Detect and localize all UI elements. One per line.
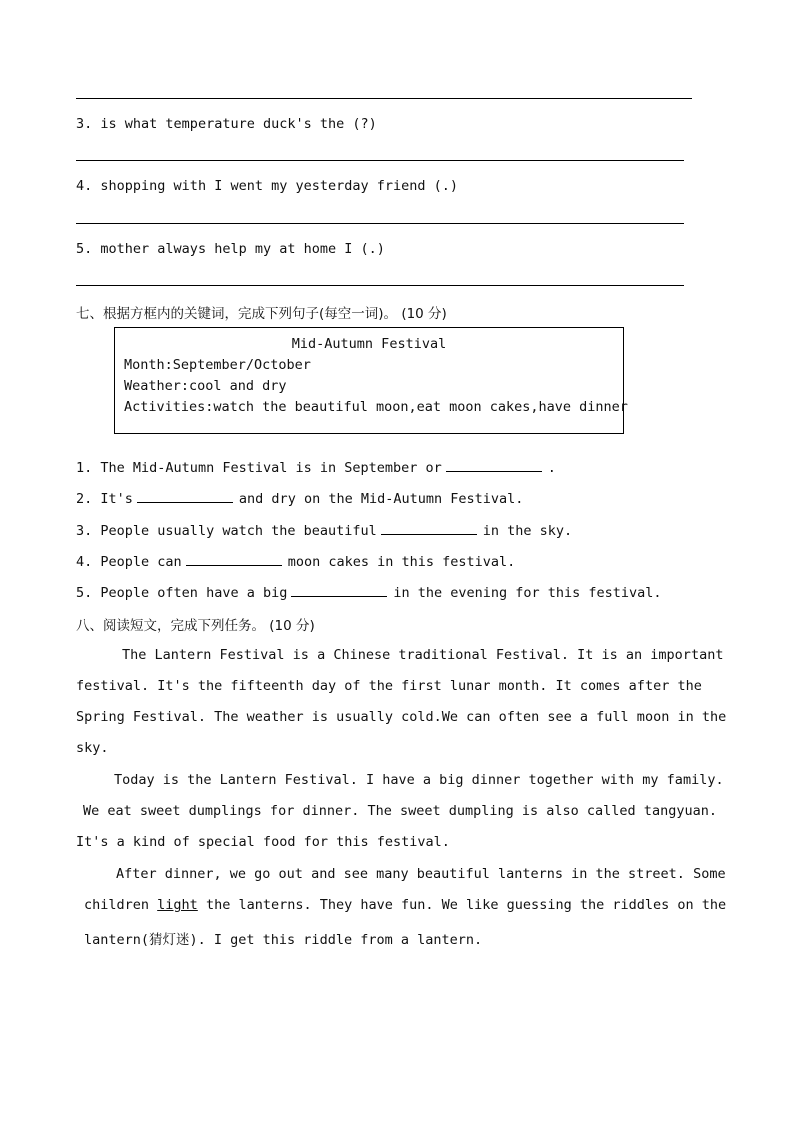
fill-item-2 xyxy=(76,490,523,507)
answer-line-4 xyxy=(76,223,684,224)
item-number: 2. xyxy=(76,491,93,507)
item-before: People often have a big xyxy=(100,585,288,601)
item-number: 5. xyxy=(76,585,93,601)
passage-p3-line1: After dinner, we go out and see many beautiful lanterns in the street. Some xyxy=(116,866,726,882)
p3-line2-before: children xyxy=(84,897,150,913)
item-number: 4. xyxy=(76,554,93,570)
answer-blank[interactable] xyxy=(381,522,477,535)
answer-line-5 xyxy=(76,285,684,286)
item-number: 3. xyxy=(76,523,93,539)
item-after: . xyxy=(547,460,556,476)
answer-blank[interactable] xyxy=(186,553,282,566)
keyword-box xyxy=(114,327,628,434)
item-before: It's xyxy=(100,491,133,507)
item-after: in the evening for this festival. xyxy=(393,585,662,601)
answer-line-3 xyxy=(76,160,684,161)
fill-item-1 xyxy=(76,459,556,476)
fill-item-3 xyxy=(76,522,572,539)
fill-item-5 xyxy=(76,584,662,601)
fill-item-4 xyxy=(76,553,515,570)
answer-blank[interactable] xyxy=(446,459,542,472)
item-number: 4. xyxy=(76,178,93,194)
passage-p2-line1: Today is the Lantern Festival. I have a big dinner together with my family. xyxy=(114,772,724,788)
reorder-item-4 xyxy=(76,178,458,194)
box-month: Month:September/October xyxy=(124,357,311,373)
passage-p2-line3: It's a kind of special food for this festival. xyxy=(76,834,450,850)
item-after: and dry on the Mid-Autumn Festival. xyxy=(238,491,524,507)
box-weather: Weather:cool and dry xyxy=(124,378,287,394)
section-8-heading: 八、阅读短文，完成下列任务。 (10 分) xyxy=(76,618,315,634)
item-after: moon cakes in this festival. xyxy=(287,554,516,570)
answer-blank[interactable] xyxy=(137,490,233,503)
passage-p3-line2 xyxy=(84,897,726,913)
underlined-word-light: light xyxy=(157,897,198,913)
passage-p1-line3: Spring Festival. The weather is usually cold.We can often see a full moon in the xyxy=(76,709,727,725)
box-title: Mid-Autumn Festival xyxy=(291,336,447,352)
reorder-item-3 xyxy=(76,116,377,132)
p3-line2-after: the lanterns. They have fun. We like guessing the riddles on the xyxy=(205,897,727,913)
item-text: is what temperature duck's the (?) xyxy=(100,116,377,132)
box-activities: Activities:watch the beautiful moon,eat moon cakes,have dinner xyxy=(124,399,628,415)
item-number: 5. xyxy=(76,241,93,257)
answer-blank[interactable] xyxy=(291,584,387,597)
passage-p1-line4: sky. xyxy=(76,740,109,756)
item-text: shopping with I went my yesterday friend (.) xyxy=(100,178,459,194)
item-number: 1. xyxy=(76,460,93,476)
item-number: 3. xyxy=(76,116,93,132)
answer-line-2 xyxy=(76,98,692,99)
item-before: The Mid-Autumn Festival is in September or xyxy=(100,460,442,476)
section-7-heading: 七、根据方框内的关键词，完成下列句子(每空一词)。 (10 分) xyxy=(76,306,447,322)
passage-p2-line2: We eat sweet dumplings for dinner. The sweet dumpling is also called tangyuan. xyxy=(83,803,717,819)
item-text: mother always help my at home I (.) xyxy=(100,241,385,257)
item-after: in the sky. xyxy=(482,523,573,539)
passage-p1-line2: festival. It's the fifteenth day of the first lunar month. It comes after the xyxy=(76,678,702,694)
passage-p1-line1: The Lantern Festival is a Chinese traditional Festival. It is an important xyxy=(122,647,724,663)
passage-p3-line3: lantern(猜灯迷). I get this riddle from a lantern. xyxy=(84,932,483,948)
item-before: People can xyxy=(100,554,182,570)
item-before: People usually watch the beautiful xyxy=(100,523,377,539)
reorder-item-5 xyxy=(76,241,385,257)
